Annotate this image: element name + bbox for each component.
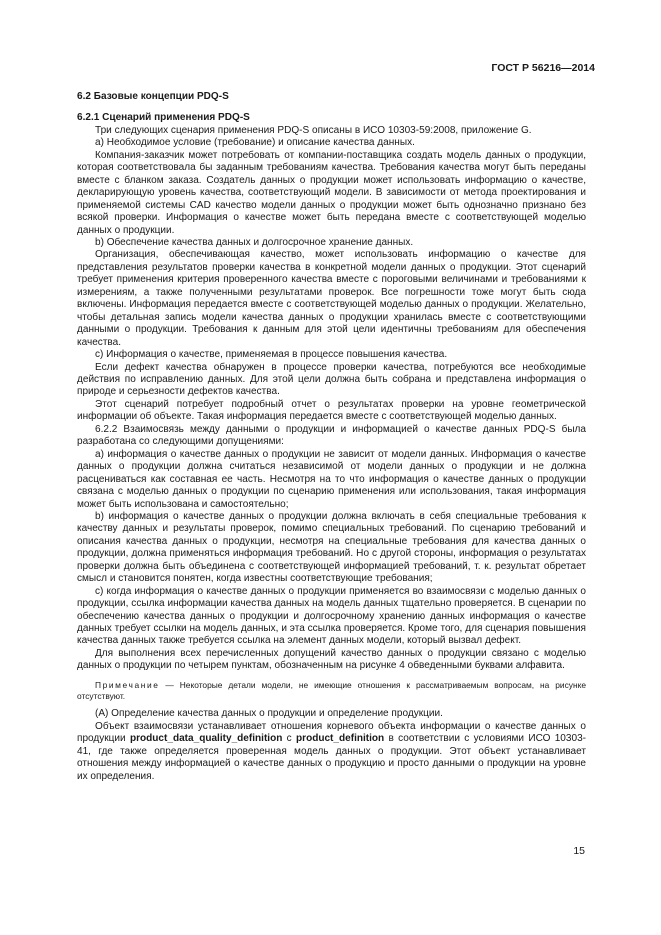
paragraph: b) информация о качестве данных о продукции должна включать в себя специальные требования к качеству данных и результаты проверок, помимо специальных требований. По сценарию требований и описания качества данных о продукции, несмотря на специальные требования для качества данных о продукции, должна применяться информация требований. Но с другой стороны, информация о результатах проверки должна быть объединена с соответствующей информацией требований, т. к. результат обретает смысл и становится понятен, когда известны соответствующие требования; <box>77 510 586 585</box>
entity-product-data-quality-definition: product_data_quality_definition <box>129 733 283 745</box>
item-a-text-1: Объект взаимосвязи устанавливает отношения корневого объекта информации о качестве данных о продукции <box>77 720 586 745</box>
item-a-title: (А) Определение качества данных о продукции и определение продукции. <box>95 708 443 720</box>
item-a-body <box>77 721 586 783</box>
item-a-text-3: в соответствии с условиями ИСО 10303-41, где также определяется проверенная модель данных о продукции. Этот объект устанавливает отношения между информацией о качестве данных о продукцию и просто данными о продукции на уровне их определения. <box>77 733 587 782</box>
note-label: Примечание <box>95 679 160 690</box>
paragraph: с) Информация о качестве, применяемая в процессе повышения качества. <box>95 349 448 361</box>
standard-number: ГОСТ Р 56216—2014 <box>491 62 595 74</box>
document-body <box>77 91 586 783</box>
paragraph: Этот сценарий потребует подробный отчет о результатах проверки на уровне геометрической информации об объекте. Такая информация передается вместе с соответствующей моделью данных. <box>77 398 586 423</box>
paragraph: Для выполнения всех перечисленных допущений качество данных о продукции связано с моделью данных о продукции по четырем пунктам, обозначенным на рисунке 4 обведенными буквами алфавита. <box>77 647 586 672</box>
paragraph: с) когда информация о качестве данных о продукции применяется во взаимосвязи с моделью данных о продукции, ссылка информации качества данных на модель данных тщательно проверяется. В сценарии по обеспечению качества данных о продукции и долгосрочному хранению данных информация о качестве данных требует ссылки на модель данных, и эта ссылка проверяется. Кроме того, для сценария повышения качества данных также требуется ссылка на элемент данных модели, который вызвал дефект. <box>77 585 586 647</box>
note-text: — Некоторые детали модели, не имеющие отношения к рассматриваемым вопросам, на рисунке отсутствуют. <box>77 679 586 702</box>
paragraph: а) информация о качестве данных о продукции не зависит от модели данных. Информация о качестве данных о продукции должна считаться независимой от модели данных о продукции и не должна расцениваться как составная ее часть. Несмотря на то что информация о качестве данных о продукции связана с моделью данных о продукции по сценарию применения или использования, такая информация может быть использована и самостоятельно; <box>77 448 586 510</box>
item-a-text-2: с <box>282 733 297 745</box>
paragraph: Организация, обеспечивающая качество, может использовать информацию о качестве для представления результатов проверки качества в конкретной модели данных о продукции. Этот сценарий требует применения критерия проверенного качества вместе с пороговыми величинами и требованиями к измерениям, а также полученными результатами проверок. Все погрешности тоже могут быть сюда включены. Информация передается вместе с соответствующей моделью данных о продукции. Желательно, чтобы детальная запись модели качества данных о продукции хранилась вместе с соответствующими данными о продукции. Требования к данным для этой цели идентичны требованиям для обеспечения качества. <box>77 249 586 348</box>
paragraph: Компания-заказчик может потребовать от компании-поставщика создать модель данных о продукции, которая соответствовала бы заданным требованиям качества. Требования качества могут быть переданы вместе с бланком заказа. Создатель данных о продукции может использовать информацию о качестве, декларирующую уровень качества, соответствующий модели. В зависимости от метода проектирования и применяемой системы CAD качество модели данных о продукции может быть однозначно признано без всякой проверки. Информация о качестве может быть передана вместе с соответствующей моделью данных о продукции. <box>77 149 586 236</box>
section-heading-6-2: 6.2 Базовые концепции PDQ-S <box>77 91 229 102</box>
page-number: 15 <box>573 845 585 857</box>
paragraph: а) Необходимое условие (требование) и описание качества данных. <box>95 137 415 149</box>
paragraph: 6.2.2 Взаимосвязь между данными о продукции и информацией о качестве данных PDQ-S была разработана со следующими допущениями: <box>77 423 586 448</box>
note <box>77 680 586 702</box>
section-heading-6-2-1: 6.2.1 Сценарий применения PDQ-S <box>77 112 250 124</box>
entity-product-definition: product_definition <box>296 733 385 745</box>
paragraph: Если дефект качества обнаружен в процессе проверки качества, потребуются все необходимые действия по исправлению данных. Для этой цели должна быть собрана и представлена информация о природе и серьезности дефектов качества. <box>77 361 586 398</box>
paragraph: b) Обеспечение качества данных и долгосрочное хранение данных. <box>95 236 414 248</box>
paragraph: Три следующих сценария применения PDQ-S описаны в ИСО 10303-59:2008, приложение G. <box>95 124 532 136</box>
